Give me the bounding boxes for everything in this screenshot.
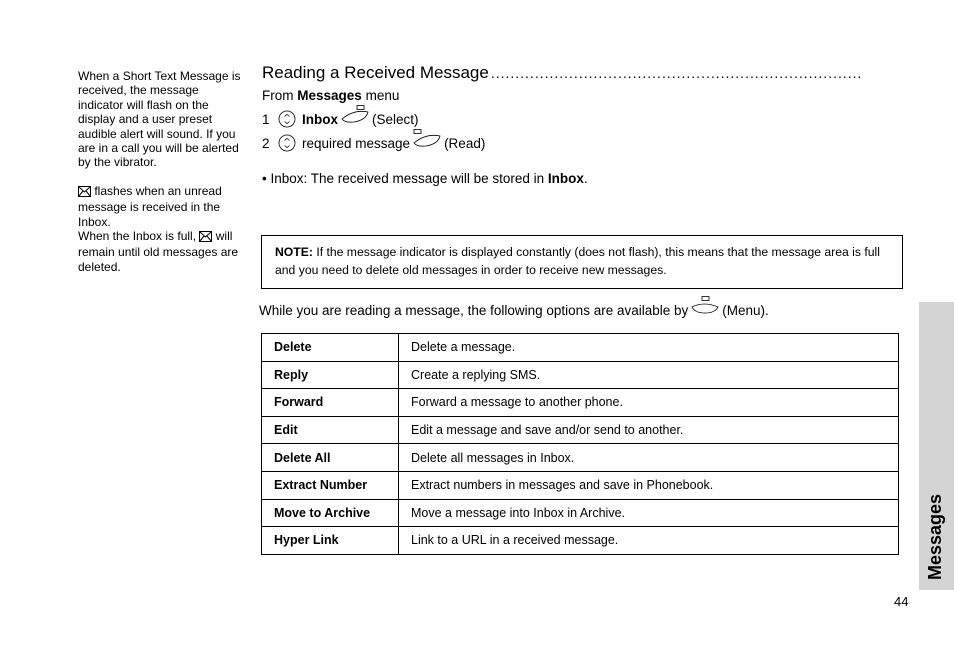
options-intro: While you are reading a message, the following options are available by (Menu). [259,300,769,320]
table-row [262,361,899,389]
side-note-paragraph: flashes when an unread message is received in the Inbox. [78,183,222,229]
option-name: Move to Archive [262,499,399,527]
option-name: Hyper Link [262,527,399,555]
page-number: 44 [894,594,909,609]
option-name: Reply [262,361,399,389]
options-table [261,333,899,555]
soft-key-icon [690,296,720,316]
table-row [262,416,899,444]
table-row [262,444,899,472]
envelope-icon [199,231,212,245]
side-note-paragraph: When the Inbox is full, will remain until old messages are deleted. [78,229,239,274]
option-name: Edit [262,416,399,444]
soft-key-icon [340,105,370,125]
option-description: Extract numbers in messages and save in Phonebook. [399,471,899,499]
option-description: Edit a message and save and/or send to another. [399,416,899,444]
step-2: 2 required message (Read) [262,132,485,154]
chapter-tab-label: Messages [924,493,945,580]
side-note-paragraph: When a Short Text Message is received, the message indicator will flash on the display and a user preset audible alert will sound. If you are in a call you will be alerted by the vibrator. [78,69,241,170]
note-box [261,235,903,289]
note-text: If the message indicator is displayed constantly (does not flash), this means that the message area is full and you need to delete old messages in order to receive new messages. [275,245,880,277]
option-name: Forward [262,389,399,417]
chapter-side-tab [919,302,954,590]
option-name: Delete [262,334,399,362]
section-title-text: Reading a Received Message [262,63,489,82]
option-name: Extract Number [262,471,399,499]
soft-key-icon [412,129,442,149]
note-label: NOTE: [275,245,313,259]
table-row [262,471,899,499]
option-description: Delete all messages in Inbox. [399,444,899,472]
option-description: Forward a message to another phone. [399,389,899,417]
option-description: Link to a URL in a received message. [399,527,899,555]
option-name: Delete All [262,444,399,472]
option-description: Create a replying SMS. [399,361,899,389]
option-description: Move a message into Inbox in Archive. [399,499,899,527]
table-row [262,527,899,555]
step-1: 1 Inbox (Select) [262,108,419,130]
option-description: Delete a message. [399,334,899,362]
side-note [78,69,244,274]
section-title [262,63,896,83]
title-leader-dots: ............................................................................ [490,65,863,81]
inbox-bullet: • Inbox: The received message will be stored in Inbox . [262,171,588,186]
table-row [262,334,899,362]
from-menu-line: From Messages menu [262,88,400,103]
nav-key-icon [278,134,296,152]
table-row [262,499,899,527]
envelope-icon [78,186,91,200]
nav-key-icon [278,110,296,128]
table-row [262,389,899,417]
